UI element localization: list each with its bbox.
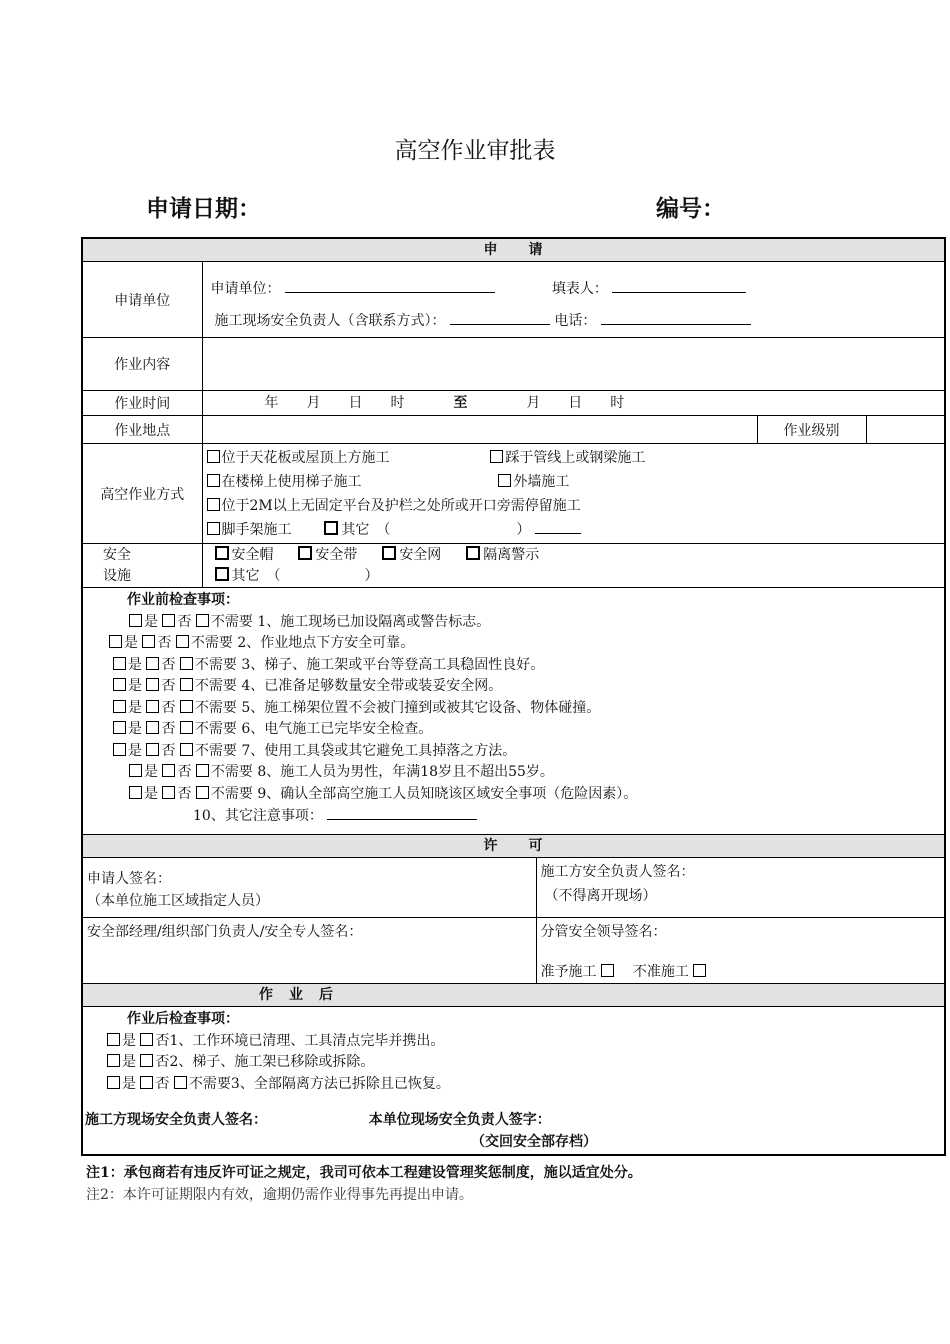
precheck-item[interactable]: 是 否 不需要 7、使用工具袋或其它避免工具掉落之方法。 [83,741,944,763]
precheck-item[interactable]: 是 否 不需要 5、施工梯架位置不会被门撞到或被其它设备、物体碰撞。 [83,698,944,720]
section-apply-header: 申 请 [82,238,945,262]
precheck-item[interactable]: 是 否 不需要 3、梯子、施工架或平台等登高工具稳固性良好。 [83,655,944,677]
contractor-sign-note: （不得离开现场） [544,888,657,904]
checkbox-icon [113,678,126,691]
filler-field-label: 填表人： [551,281,608,297]
checkbox-icon [180,743,193,756]
checkbox-icon [140,1076,153,1089]
checkbox-icon [113,721,126,734]
note-2: 注2：本许可证期限内有效，逾期仍需作业得事先再提出申请。 [86,1187,473,1203]
post-unit-sign-label: 本单位现场安全负责人签字： [368,1112,551,1128]
precheck-item[interactable]: 是 否 不需要 8、施工人员为男性，年满18岁且不超出55岁。 [83,762,944,784]
checkbox-icon [180,657,193,670]
checkbox-icon [207,474,220,487]
checkbox-icon [196,764,209,777]
safety-helmet[interactable]: 安全帽 [215,547,274,563]
precheck-item10-label: 10、其它注意事项： [193,808,323,824]
unit-field-label: 申请单位： [210,281,281,297]
allow-option[interactable]: 准予施工 [541,964,616,980]
checkbox-icon [601,964,614,977]
checkbox-icon [162,614,175,627]
method-opt4[interactable]: 外墙施工 [498,474,569,490]
manager-field-label: 施工现场安全负责人（含联系方式）： [214,313,446,329]
level-input[interactable] [866,416,945,444]
checkbox-icon [196,614,209,627]
apply-date-label: 申请日期： [146,196,261,222]
safety-other[interactable]: 其它 （ ） [215,568,379,584]
precheck-item[interactable]: 是 否 不需要 6、电气施工已完毕安全检查。 [83,719,944,741]
checkbox-icon [207,522,220,535]
precheck-title: 作业前检查事项： [127,592,239,608]
unit-label: 申请单位 [82,262,202,338]
time-label: 作业时间 [82,391,202,416]
contractor-sign-label: 施工方安全负责人签名： [540,864,695,880]
postcheck-item[interactable]: 是 否1、工作环境已清理、工具清点完毕并携出。 [83,1031,944,1053]
checkbox-icon [113,743,126,756]
phone-input[interactable] [601,310,751,325]
checkbox-icon [142,635,155,648]
checkbox-icon [146,700,159,713]
content-label: 作业内容 [82,338,202,391]
serial-number-label: 编号： [656,196,725,222]
checkbox-icon [180,700,193,713]
checkbox-icon [162,786,175,799]
checkbox-icon [146,678,159,691]
place-label: 作业地点 [82,416,202,444]
place-input[interactable] [202,416,757,444]
checkbox-icon [196,786,209,799]
applicant-sign-note: （本单位施工区域指定人员） [87,893,269,909]
time-end[interactable]: 月 日 时 [526,395,625,411]
checkbox-icon [109,635,122,648]
checkbox-icon [207,450,220,463]
checkbox-icon [162,764,175,777]
checkbox-icon [466,546,480,560]
method-opt1[interactable]: 位于天花板或屋顶上方施工 [207,450,390,466]
checkbox-icon [693,964,706,977]
time-to: 至 [453,395,468,411]
checkbox-icon [107,1033,120,1046]
checkbox-icon [176,635,189,648]
section-permit-header: 许 可 [82,835,945,858]
method-opt6[interactable]: 脚手架施工 [207,522,292,538]
checkbox-icon [324,521,338,535]
approval-form-table [81,237,946,1156]
checkbox-icon [140,1033,153,1046]
content-input[interactable] [202,338,945,391]
dept-sign-label: 安全部经理/组织部门负责人/安全专人签名： [82,918,536,984]
precheck-list [83,612,944,806]
checkbox-icon [107,1054,120,1067]
checkbox-icon [180,721,193,734]
section-after-header: 作 业 后 [82,984,945,1007]
page-title: 高空作业审批表 [394,138,556,164]
checkbox-icon [140,1054,153,1067]
deny-option[interactable]: 不准施工 [633,964,708,980]
precheck-item[interactable]: 是 否 不需要 2、作业地点下方安全可靠。 [83,633,944,655]
precheck-item[interactable]: 是 否 不需要 1、施工现场已加设隔离或警告标志。 [83,612,944,634]
postcheck-title: 作业后检查事项： [127,1011,239,1027]
checkbox-icon [498,474,511,487]
applicant-sign-label: 申请人签名： [87,871,171,887]
safety-isolation[interactable]: 隔离警示 [466,547,539,563]
method-other-input[interactable] [535,519,581,534]
checkbox-icon [129,764,142,777]
checkbox-icon [113,700,126,713]
safety-belt[interactable]: 安全带 [298,547,357,563]
level-label: 作业级别 [757,416,866,444]
method-opt5[interactable]: 位于2M以上无固定平台及护栏之处所或开口旁需停留施工 [207,498,581,514]
checkbox-icon [129,614,142,627]
time-start[interactable]: 年 月 日 时 [264,395,405,411]
postcheck-item[interactable]: 是 否 不需要3、全部隔离方法已拆除且已恢复。 [83,1074,944,1096]
phone-field-label: 电话： [554,313,597,329]
precheck-item[interactable]: 是 否 不需要 9、确认全部高空施工人员知晓该区域安全事项（危险因素）。 [83,784,944,806]
post-contractor-sign-label: 施工方现场安全负责人签名： [85,1112,267,1128]
checkbox-icon [146,743,159,756]
unit-input[interactable] [285,278,495,293]
checkbox-icon [180,678,193,691]
archive-note: （交回安全部存档） [471,1134,597,1150]
note-1: 注1：承包商若有违反许可证之规定，我司可依本工程建设管理奖惩制度，施以适宜处分。 [86,1165,642,1181]
checkbox-icon [146,657,159,670]
checkbox-icon [129,786,142,799]
checkbox-icon [382,546,396,560]
method-label: 高空作业方式 [82,444,202,544]
checkbox-icon [215,567,229,581]
postcheck-item[interactable]: 是 否2、梯子、施工架已移除或拆除。 [83,1052,944,1074]
checkbox-icon [107,1076,120,1089]
checkbox-icon [490,450,503,463]
safety-net[interactable]: 安全网 [382,547,441,563]
method-opt2[interactable]: 踩于管线上或钢梁施工 [490,450,645,466]
safety-label-bottom: 设施 [103,567,131,584]
checkbox-icon [298,546,312,560]
method-opt7[interactable]: 其它 （ ） [324,522,530,538]
checkbox-icon [215,546,229,560]
safety-label-top: 安全 [103,546,131,563]
checkbox-icon [207,498,220,511]
manager-input[interactable] [450,310,550,325]
method-opt3[interactable]: 在楼梯上使用梯子施工 [207,474,362,490]
filler-input[interactable] [612,278,746,293]
checkbox-icon [146,721,159,734]
leader-sign-label: 分管安全领导签名： [540,924,667,940]
checkbox-icon [174,1076,187,1089]
precheck-item10-input[interactable] [327,805,477,820]
precheck-item[interactable]: 是 否 不需要 4、已准备足够数量安全带或装妥安全网。 [83,676,944,698]
checkbox-icon [113,657,126,670]
